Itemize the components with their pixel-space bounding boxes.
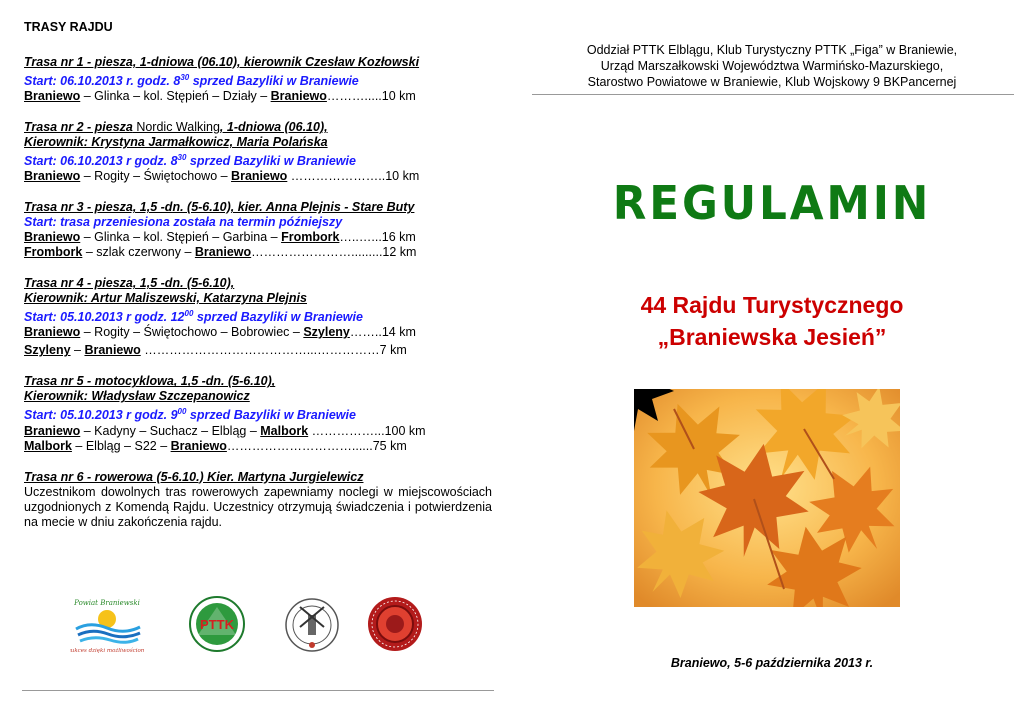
route-3 bbox=[24, 200, 492, 260]
route-6 bbox=[24, 470, 492, 530]
route-4 bbox=[24, 276, 492, 358]
route-line: Braniewo – Rogity – Świętochowo – Bobrowiec – Szyleny…….. 14 km bbox=[24, 325, 416, 340]
event-name: „Braniewska Jesień” bbox=[657, 324, 887, 350]
svg-text:PTTK: PTTK bbox=[200, 617, 234, 632]
routes-heading: TRASY RAJDU bbox=[24, 20, 113, 34]
svg-text:Powiat Braniewski: Powiat Braniewski bbox=[74, 599, 140, 607]
route-leader: Kierownik: Władysław Szczepanowicz bbox=[24, 389, 250, 404]
route-start: Start: 06.10.2013 r. godz. $8^{30}$ sprzed Bazyliki w Braniewie bbox=[24, 73, 359, 89]
route-line: Braniewo – Kadyny – Suchacz – Elbląg – Malbork ……………... 100 km bbox=[24, 423, 426, 438]
organizers: Oddział PTTK Elblągu, Klub Turystyczny PTTK „Figa” w Braniewie, Urząd Marszałkowski Województwa Warmińsko-Mazurskiego, Starostwo Powiatowe w Braniewie, Klub Wojskowy 9 BKPancernej bbox=[586, 43, 958, 89]
route-2 bbox=[24, 120, 492, 184]
route-line: Malbork – Elbląg – S22 – Braniewo…………………………...... 75 km bbox=[24, 438, 407, 453]
route-line: Szyleny – Braniewo …………………………………...…………… 7 km bbox=[24, 343, 407, 358]
routes-column bbox=[24, 20, 492, 546]
route-title: Trasa nr 1 - piesza, 1-dniowa (06.10), kierownik Czesław Kozłowski bbox=[24, 55, 420, 69]
route-line: Frombork – szlak czerwony – Braniewo……………………......... 12 km bbox=[24, 245, 417, 260]
route-start: Start: trasa przeniesiona została na termin późniejszy bbox=[24, 215, 343, 230]
route-start: Start: 05.10.2013 r godz. $9^{00}$ sprzed Bazyliki w Braniewie bbox=[24, 407, 356, 423]
svg-text:sukces dzięki możliwościom: sukces dzięki możliwościom bbox=[70, 648, 144, 654]
event-date: Braniewo, 5-6 października 2013 r. bbox=[670, 656, 874, 670]
pttk-logo bbox=[188, 595, 246, 658]
klub-turystyczny-logo bbox=[366, 595, 424, 658]
route-title: Trasa nr 3 - piesza, 1,5 -dn. (5-6.10), kier. Anna Plejnis - Stare Buty bbox=[24, 200, 415, 215]
route-line: Braniewo – Rogity – Świętochowo – Braniewo ………………….. 10 km bbox=[24, 169, 420, 184]
route-1 bbox=[24, 55, 492, 104]
bottom-divider bbox=[22, 690, 494, 691]
route-5 bbox=[24, 374, 492, 453]
event-subtitle: 44 Rajdu Turystycznego bbox=[640, 292, 904, 318]
organizers-divider bbox=[532, 94, 1014, 95]
route-description: Uczestnikom dowolnych tras rowerowych zapewniamy noclegi w miejscowościach uzgodnionych z Komendą Rajdu. Uczestnicy otrzymują świadczenia i potwierdzenia na mecie w dniu zakończenia rajdu. bbox=[24, 484, 492, 529]
route-line: Braniewo – Glinka – kol. Stępień – Działy – Braniewo………..... 10 km bbox=[24, 89, 416, 104]
route-leader: Kierownik: Artur Maliszewski, Katarzyna Plejnis bbox=[24, 291, 307, 306]
route-leader: Kierownik: Krystyna Jarmałkowicz, Maria Polańska bbox=[24, 135, 328, 150]
route-start: Start: 06.10.2013 r godz. $8^{30}$ sprzed Bazyliki w Braniewie bbox=[24, 153, 356, 169]
autumn-leaves-image bbox=[634, 389, 900, 607]
oddzial-pttk-elblag-logo bbox=[282, 595, 342, 660]
sponsor-logos bbox=[70, 595, 430, 659]
route-start: Start: 05.10.2013 r godz. $12^{00}$ sprzed Bazyliki w Braniewie bbox=[24, 309, 363, 325]
route-title: Trasa nr 4 - piesza, 1,5 -dn. (5-6.10), bbox=[24, 276, 235, 291]
cover-page bbox=[512, 0, 1024, 725]
route-title: Trasa nr 6 - rowerowa (5-6.10.) Kier. Martyna Jurgielewicz bbox=[24, 469, 364, 484]
powiat-braniewski-logo bbox=[70, 595, 144, 660]
document-title: REGULAMIN bbox=[612, 176, 932, 230]
route-line: Braniewo – Glinka – kol. Stępień – Garbina – Frombork…..…... 16 km bbox=[24, 230, 416, 245]
route-title: Trasa nr 5 - motocyklowa, 1,5 -dn. (5-6.10), bbox=[24, 374, 276, 389]
route-title: Trasa nr 2 - piesza Nordic Walking, 1-dniowa (06.10), bbox=[24, 120, 328, 135]
